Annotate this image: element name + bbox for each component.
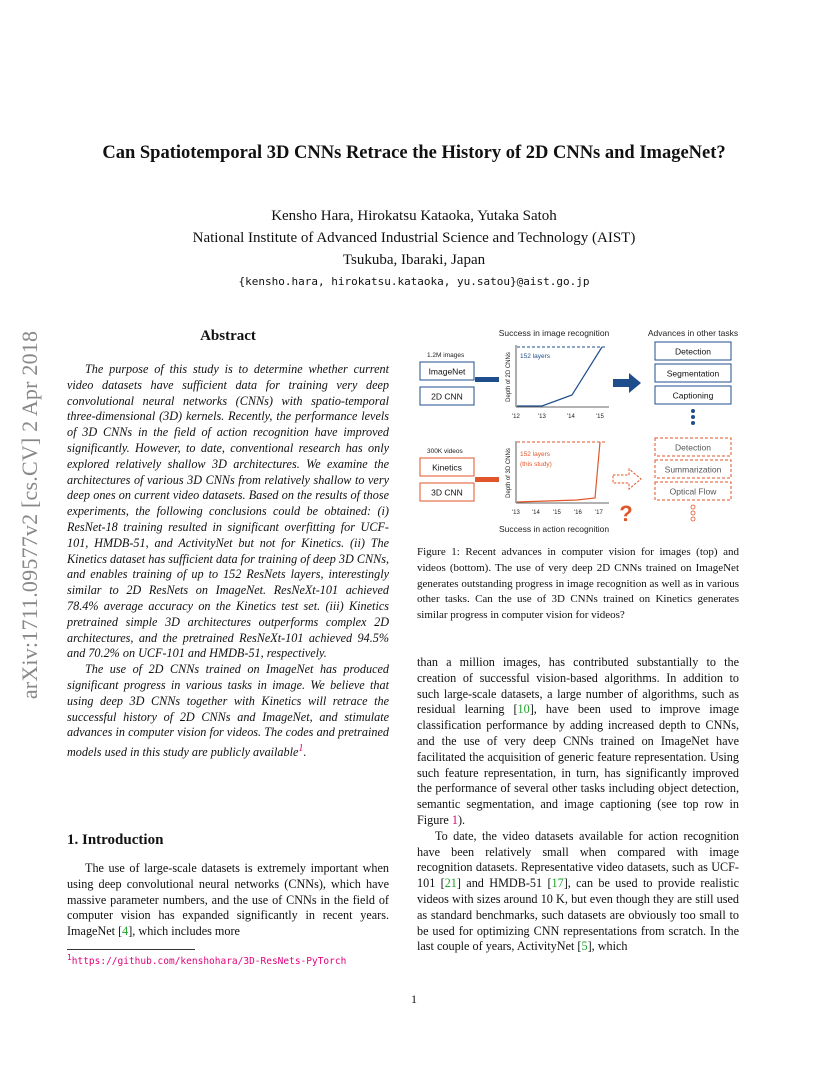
top-layers-label: 152 layers — [520, 353, 550, 360]
abstract-paragraph-2: The use of 2D CNNs trained on ImageNet has produced significant progress in various tasks in image. We believe that using deep 3D CNNs together with Kinetics will retrace the successful history of 2D CNNs and ImageNet, and stimulate advances in computer vision for videos. The codes and pretrained models used in this study are publicly available$^1$. — [67, 662, 389, 760]
top-ylabel: Depth of 2D CNNs — [506, 352, 512, 402]
bottom-heading: Success in action recognition — [498, 524, 610, 534]
bottom-year-0: '13 — [512, 510, 520, 516]
figure-1 — [417, 325, 747, 540]
top-connector-bar — [475, 377, 499, 382]
bottom-layers-label: 152 layers — [520, 451, 550, 458]
bottom-year-4: '17 — [595, 510, 603, 516]
location: Tsukuba, Ibaraki, Japan — [342, 252, 486, 268]
arxiv-id: arXiv:1711.09577v2 [cs.CV] 2 Apr 2018 — [17, 330, 42, 700]
author-block — [0, 205, 828, 271]
abstract-heading: Abstract — [200, 328, 256, 344]
right-column-text — [417, 655, 739, 955]
section-heading-introduction: 1. Introduction — [67, 832, 164, 848]
video-task-optical-flow: Optical Flow — [669, 486, 717, 497]
affiliation: National Institute of Advanced Industrial Science and Technology (AIST) — [192, 230, 636, 246]
question-mark: ? — [619, 501, 633, 526]
intro-paragraph-1: The use of large-scale datasets is extremely important when using deep convolutional neural networks (CNNs), which have massive parameter numbers, and the use of CNNs in the field of computer vision has expanded significantly in recent years. ImageNet [4], which includes more — [67, 861, 389, 939]
bottom-year-2: '15 — [553, 510, 561, 516]
bottom-year-3: '16 — [574, 510, 582, 516]
figure-caption: Figure 1: Recent advances in computer vision for images (top) and videos (bottom). The use of very deep 2D CNNs trained on ImageNet generates outstanding progress in image recognition as well as in various other tasks. Can the use of 3D CNNs trained on Kinetics generates similar progress in computer vision for videos? — [417, 546, 739, 622]
citation-link[interactable]: 17 — [551, 876, 564, 891]
citation-link[interactable]: 4 — [122, 924, 129, 939]
abstract — [67, 362, 389, 761]
figure-tasks-heading: Advances in other tasks — [647, 328, 739, 338]
bottom-layers-note: (this study) — [520, 461, 552, 468]
top-year-1: '13 — [538, 414, 546, 420]
footnote-ref[interactable]: 1 — [298, 743, 304, 755]
top-year-0: '12 — [512, 414, 520, 420]
authors: Kensho Hara, Hirokatsu Kataoka, Yutaka Satoh — [271, 208, 557, 224]
footnote-rule — [67, 949, 195, 950]
right-paragraph-1: than a million images, has contributed substantially to the creation of successful vision-based algorithms. In addition to such large-scale datasets, a large number of algorithms, such as residual learning [10], have been used to improve image classification performance by adding increased depth to CNNs, and the use of very deep CNNs trained on ImageNet have facilitated the acquisition of generic feature representation. Using such feature representation, in turn, has significantly improved the performance of several other tasks including object detection, semantic segmentation, and image captioning (see top row in Figure 1). — [417, 655, 739, 827]
figure-ref-link[interactable]: 1 — [451, 812, 458, 827]
task-detection: Detection — [675, 346, 711, 357]
abstract-paragraph-1: The purpose of this study is to determine whether current video datasets have sufficient data for training very deep convolutional neural networks (CNNs) with spatio-temporal three-dimensional (3D) kernels. Recently, the performance levels of 3D CNNs in the field of action recognition have improved significantly. However, to date, conventional research has only explored relatively shallow 3D architectures. We examine the architectures of various 3D CNNs from relatively shallow to very deep ones on current video datasets. Based on the results of those experiments, the following conclusions could be obtained: (i) ResNet-18 training resulted in significant overfitting for UCF-101, HMDB-51, and ActivityNet but not for Kinetics. (ii) The Kinetics dataset has sufficient data for training of deep 3D CNNs, and enables training of up to 152 ResNets layers, interestingly similar to 2D ResNets on ImageNet. ResNeXt-101 achieved 78.4% average accuracy on the Kinetics test set. (iii) Kinetics pretrained simple 3D architectures outperforms complex 2D architectures, and the pretrained ResNeXt-101 achieved 94.5% and 70.2% on UCF-101 and HMDB-51, respectively. — [67, 362, 389, 661]
bottom-ylabel: Depth of 3D CNNs — [506, 448, 512, 498]
top-dataset-count: 1.2M images — [427, 352, 465, 359]
kinetics-label: Kinetics — [432, 462, 462, 473]
bottom-arrow — [613, 469, 641, 489]
footnote: $^1$https://github.com/kenshohara/3D-ResNets-PyTorch — [67, 953, 347, 968]
bottom-3dcnn-label: 3D CNN — [431, 487, 463, 498]
arxiv-stamp — [10, 305, 50, 725]
video-task-detection: Detection — [675, 442, 711, 453]
email[interactable]: {kensho.hara, hirokatsu.kataoka, yu.satou}@aist.go.jp — [238, 275, 590, 288]
task-captioning: Captioning — [672, 390, 714, 401]
top-2dcnn-label: 2D CNN — [431, 391, 463, 402]
footnote-link[interactable]: https://github.com/kenshohara/3D-ResNets-PyTorch — [71, 956, 347, 968]
top-year-3: '15 — [596, 414, 604, 420]
figure-top-heading: Success in image recognition — [498, 328, 610, 338]
paper-title: Can Spatiotemporal 3D CNNs Retrace the History of 2D CNNs and ImageNet? — [102, 143, 726, 163]
citation-link[interactable]: 21 — [444, 876, 457, 891]
top-year-2: '14 — [567, 414, 575, 420]
page-number: 1 — [411, 992, 417, 1006]
task-segmentation: Segmentation — [666, 368, 720, 379]
top-arrow — [613, 373, 641, 393]
bottom-dataset-count: 300K videos — [427, 448, 463, 455]
citation-link[interactable]: 10 — [517, 702, 530, 717]
imagenet-label: ImageNet — [428, 366, 466, 377]
bottom-year-1: '14 — [532, 510, 540, 516]
citation-link[interactable]: 5 — [581, 939, 588, 954]
bottom-connector-bar — [475, 477, 499, 482]
right-paragraph-2: To date, the video datasets available for action recognition have been relatively small when compared with image recognition datasets. Representative video datasets, such as UCF-101 [21] and HMDB-51 [17], can be used to provide realistic videos with sizes around 10 K, but even though they are still used as standard benchmarks, such datasets are obviously too small to be used for optimizing CNN representations from scratch. In the last couple of years, ActivityNet [5], which — [417, 828, 739, 954]
video-task-summarization: Summarization — [664, 464, 722, 475]
introduction-text — [67, 861, 389, 940]
